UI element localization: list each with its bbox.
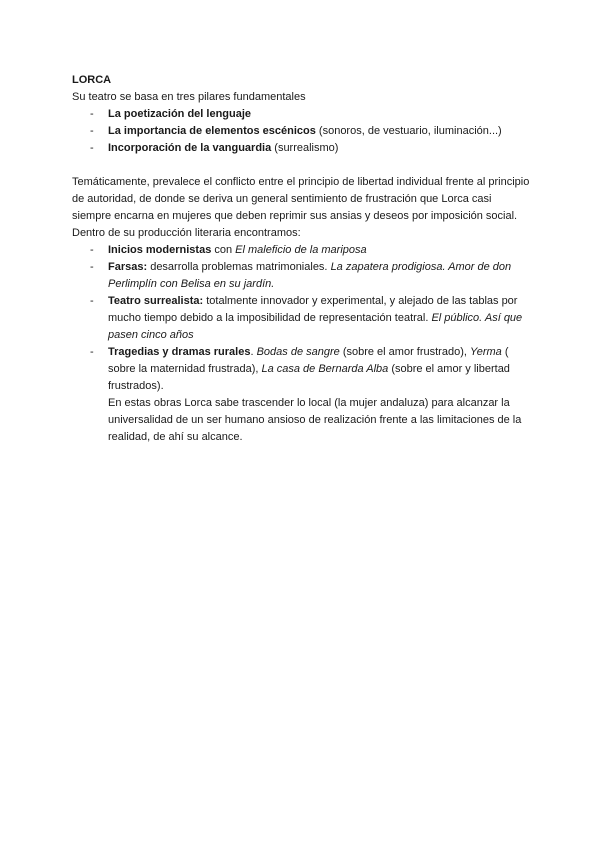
spacer	[72, 157, 532, 174]
pillars-list	[72, 106, 532, 157]
list-item	[72, 259, 532, 293]
item-text: totalmente innovador y experimental, y alejado de las tablas por mucho tiempo debido a la imposibilidad de representación teatral.	[108, 295, 518, 324]
list-item	[72, 123, 532, 140]
work-title: La casa de Bernarda Alba	[261, 363, 389, 375]
item-text: .	[250, 346, 257, 358]
item-text: desarrolla problemas matrimoniales.	[147, 261, 331, 273]
item-text: ( sobre la maternidad frustrada),	[108, 346, 509, 375]
dash-bullet: -	[90, 346, 94, 358]
dash-bullet: -	[90, 108, 94, 120]
item-text: (sobre el amor frustrado),	[339, 346, 470, 358]
document-title: LORCA	[72, 74, 112, 86]
work-title: El maleficio de la mariposa	[235, 244, 367, 256]
work-title: Bodas de sangre	[256, 346, 340, 358]
item-bold: Inicios modernistas	[108, 244, 212, 256]
production-intro: Dentro de su producción literaria encontramos:	[72, 227, 301, 239]
list-item	[72, 140, 532, 157]
pillar-bold: La importancia de elementos escénicos	[108, 125, 316, 137]
work-title: El público. Así que pasen cinco años	[108, 312, 523, 341]
list-item	[72, 344, 532, 395]
item-bold: Farsas:	[108, 261, 148, 273]
work-title: La zapatera prodigiosa. Amor de don Perlimplín con Belisa en su jardín.	[108, 261, 512, 290]
pillar-bold: Incorporación de la vanguardia	[108, 142, 272, 154]
item-text: (sobre el amor y libertad frustrados).	[108, 363, 510, 392]
closing-paragraph: En estas obras Lorca sabe trascender lo local (la mujer andaluza) para alcanzar la universalidad de un ser humano ansioso de realización frente a las limitaciones de la realidad, de ahí su alcance.	[108, 397, 522, 443]
production-list	[72, 242, 532, 395]
list-item	[72, 106, 532, 123]
list-item	[72, 293, 532, 344]
pillar-bold: La poetización del lenguaje	[108, 108, 252, 120]
dash-bullet: -	[90, 125, 94, 137]
list-item	[72, 242, 532, 259]
dash-bullet: -	[90, 244, 94, 256]
document-body	[72, 72, 532, 446]
dash-bullet: -	[90, 261, 94, 273]
dash-bullet: -	[90, 295, 94, 307]
pillar-rest: (sonoros, de vestuario, iluminación...)	[315, 125, 502, 137]
theme-paragraph: Temáticamente, prevalece el conflicto entre el principio de libertad individual frente al principio de autoridad, de donde se deriva un general sentimiento de frustración que Lorca casi siempre encarna en mujeres que deben reprimir sus ansias y deseos por imposición social.	[72, 176, 530, 222]
pillar-rest: (surrealismo)	[271, 142, 339, 154]
intro-line: Su teatro se basa en tres pilares fundamentales	[72, 91, 306, 103]
item-text: con	[211, 244, 236, 256]
dash-bullet: -	[90, 142, 94, 154]
item-bold: Teatro surrealista:	[108, 295, 204, 307]
item-bold: Tragedias y dramas rurales	[108, 346, 251, 358]
work-title: Yerma	[469, 346, 502, 358]
